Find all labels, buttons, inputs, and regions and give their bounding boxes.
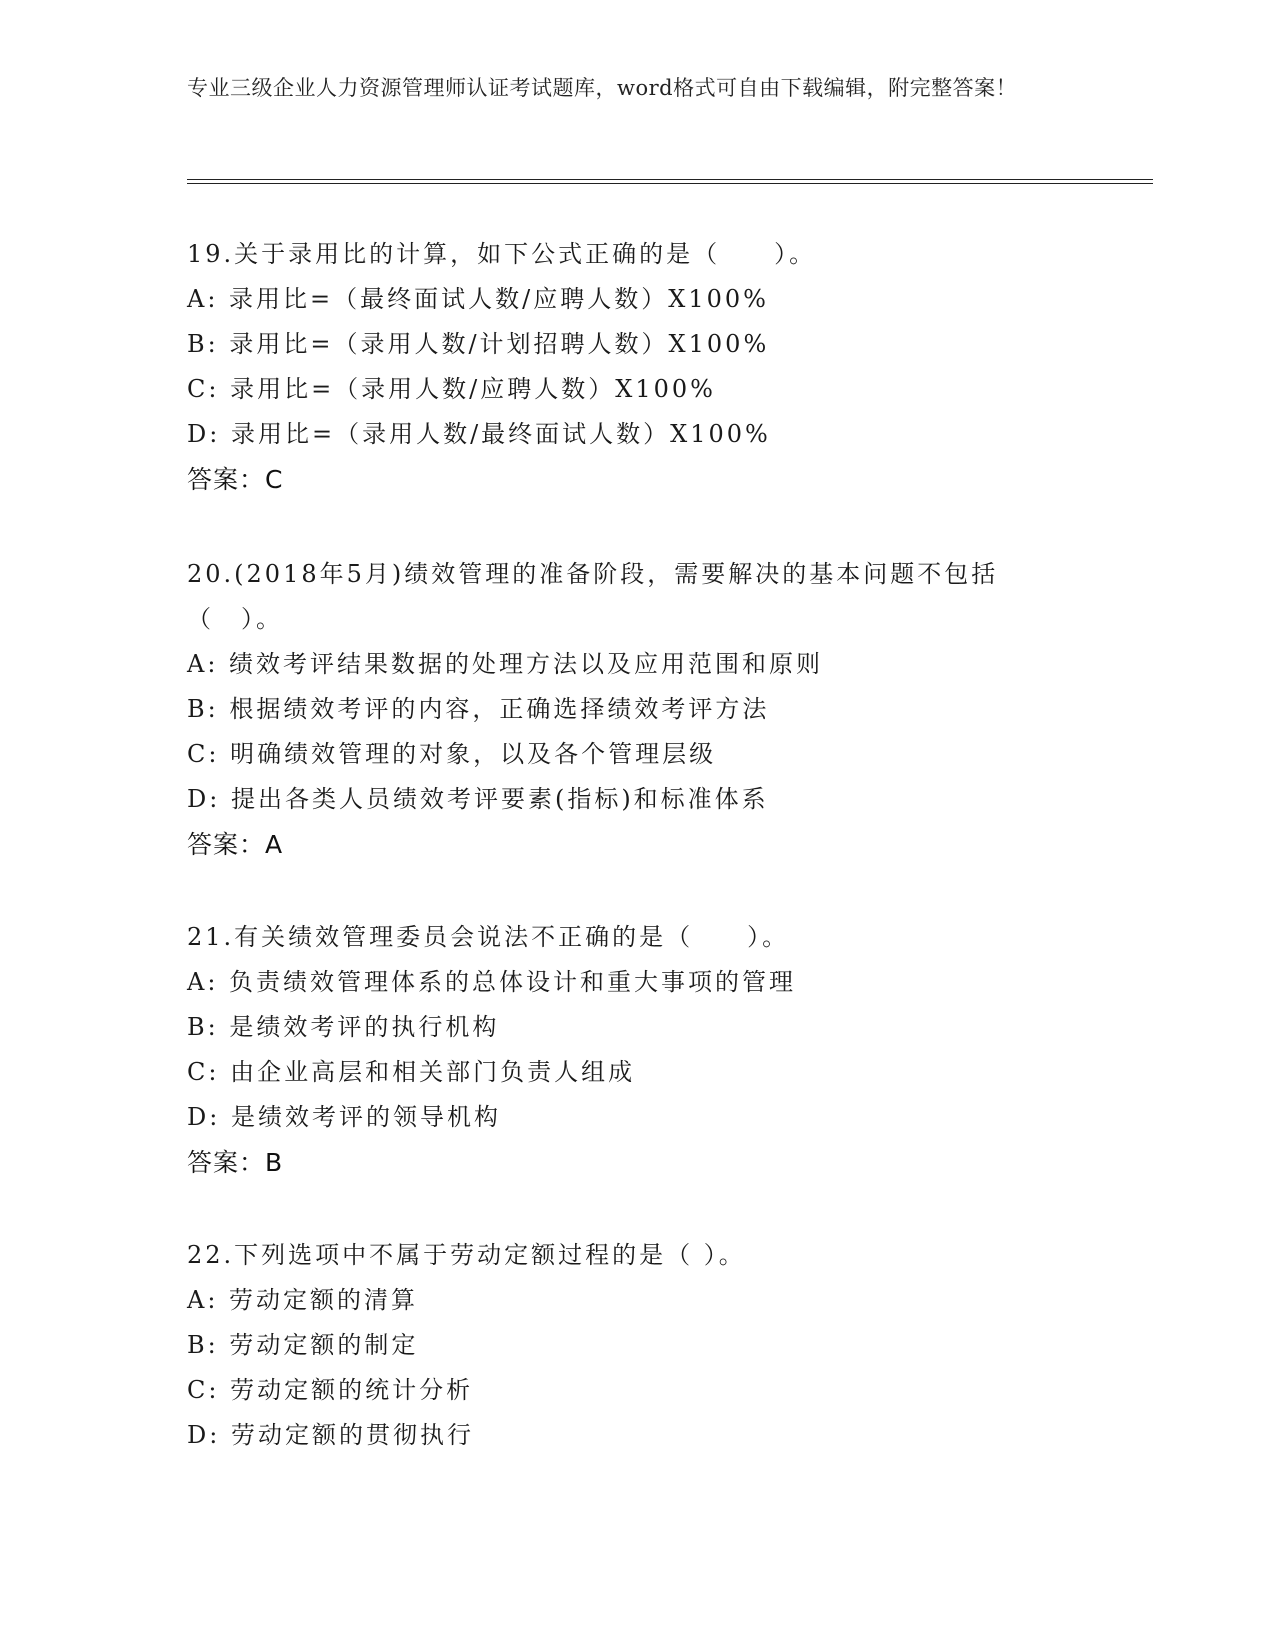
option-d: D: 是绩效考评的领导机构 xyxy=(187,1103,501,1131)
option-d: D: 录用比=（录用人数/最终面试人数）X100% xyxy=(187,420,771,448)
header-text: 专业三级企业人力资源管理师认证考试题库，word格式可自由下载编辑，附完整答案！ xyxy=(187,76,1018,100)
option-a: A: 录用比=（最终面试人数/应聘人数）X100% xyxy=(187,285,769,313)
answer: 答案：B xyxy=(187,1148,284,1177)
answer: 答案：A xyxy=(187,830,284,859)
option-b: B: 根据绩效考评的内容，正确选择绩效考评方法 xyxy=(187,695,770,723)
option-a: A: 劳动定额的清算 xyxy=(187,1286,419,1314)
question-19 xyxy=(187,232,1087,502)
option-b: B: 是绩效考评的执行机构 xyxy=(187,1013,500,1041)
option-c: C: 由企业高层和相关部门负责人组成 xyxy=(187,1058,636,1086)
answer: 答案：C xyxy=(187,465,284,494)
option-c: C: 明确绩效管理的对象，以及各个管理层级 xyxy=(187,740,717,768)
question-22 xyxy=(187,1233,1087,1458)
option-b: B: 录用比=（录用人数/计划招聘人数）X100% xyxy=(187,330,770,358)
header-rule-bottom xyxy=(187,183,1153,184)
question-21 xyxy=(187,915,1087,1185)
option-a: A: 绩效考评结果数据的处理方法以及应用范围和原则 xyxy=(187,650,824,678)
option-c: C: 录用比=（录用人数/应聘人数）X100% xyxy=(187,375,716,403)
option-b: B: 劳动定额的制定 xyxy=(187,1331,419,1359)
question-stem: 21.有关绩效管理委员会说法不正确的是（ ）。 xyxy=(187,923,790,951)
option-c: C: 劳动定额的统计分析 xyxy=(187,1376,474,1404)
option-d: D: 提出各类人员绩效考评要素(指标)和标准体系 xyxy=(187,785,769,813)
question-20 xyxy=(187,552,1087,867)
option-a: A: 负责绩效管理体系的总体设计和重大事项的管理 xyxy=(187,968,797,996)
question-stem: 19.关于录用比的计算，如下公式正确的是（ ）。 xyxy=(187,240,817,268)
question-stem: 20.(2018年5月)绩效管理的准备阶段，需要解决的基本问题不包括（ ）。 xyxy=(187,560,999,633)
option-d: D: 劳动定额的贯彻执行 xyxy=(187,1421,474,1449)
question-stem: 22.下列选项中不属于劳动定额过程的是（ ）。 xyxy=(187,1241,746,1269)
header-rule-top xyxy=(187,179,1153,180)
